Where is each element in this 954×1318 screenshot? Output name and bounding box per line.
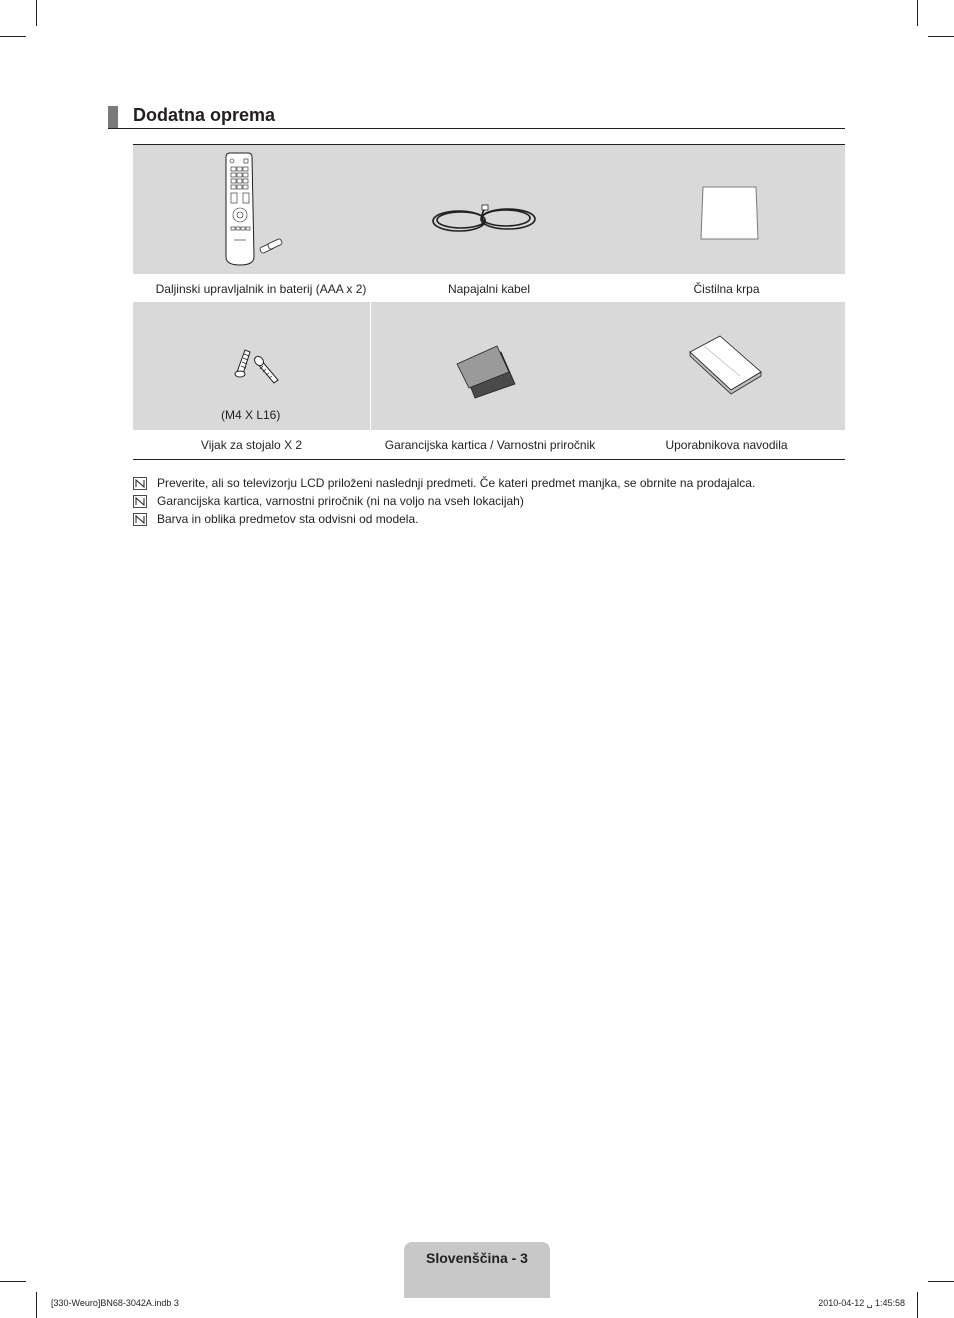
heading-bar bbox=[108, 106, 118, 128]
accessory-label: Vijak za stojalo X 2 bbox=[200, 438, 303, 452]
accessory-label: Napajalni kabel bbox=[447, 282, 531, 296]
warranty-card-icon bbox=[371, 302, 608, 430]
cleaning-cloth-icon bbox=[608, 145, 845, 274]
cloth-cell bbox=[608, 145, 845, 274]
power-cable-icon bbox=[370, 145, 608, 274]
print-slug-file: [330-Weuro]BN68-3042A.indb 3 bbox=[51, 1298, 179, 1308]
note-text: Barva in oblika predmetov sta odvisni od modela. bbox=[157, 512, 419, 526]
remote-control-icon bbox=[133, 145, 370, 274]
crop-mark bbox=[917, 0, 918, 26]
table-bottom-rule bbox=[133, 459, 845, 460]
print-slug-date: 2010-04-12 ␣ 1:45:58 bbox=[818, 1298, 905, 1308]
screw-cell bbox=[133, 302, 370, 430]
note-icon bbox=[133, 495, 147, 508]
accessory-label: Uporabnikova navodila bbox=[665, 438, 788, 452]
crop-mark bbox=[928, 1281, 954, 1282]
note-icon bbox=[133, 477, 147, 490]
user-manual-icon bbox=[608, 302, 845, 430]
screw-size-label: (M4 X L16) bbox=[221, 408, 281, 422]
screw-icon bbox=[133, 302, 370, 402]
accessory-label-row-2 bbox=[133, 430, 845, 458]
accessory-image-row-1 bbox=[133, 145, 845, 274]
crop-mark bbox=[0, 1281, 26, 1282]
heading-rule bbox=[108, 128, 845, 129]
crop-mark bbox=[917, 1292, 918, 1318]
page-number-label: Slovenščina - 3 bbox=[426, 1250, 528, 1266]
page-title: Dodatna oprema bbox=[133, 105, 276, 125]
note-icon bbox=[133, 513, 147, 526]
accessory-label: Daljinski upravljalnik in baterij (AAA x 2) bbox=[155, 282, 367, 296]
warranty-cell bbox=[371, 302, 608, 430]
note-text: Garancijska kartica, varnostni priročnik (ni na voljo na vseh lokacijah) bbox=[157, 494, 524, 508]
remote-cell bbox=[133, 145, 370, 274]
note-text: Preverite, ali so televizorju LCD priloženi naslednji predmeti. Če kateri predmet manjka, se obrnite na prodajalca. bbox=[157, 476, 756, 490]
accessory-label-row-1 bbox=[133, 274, 845, 302]
crop-mark bbox=[0, 36, 26, 37]
accessory-label: Garancijska kartica / Varnostni priročnik bbox=[384, 438, 596, 452]
crop-mark bbox=[36, 1292, 37, 1318]
cable-cell bbox=[370, 145, 608, 274]
crop-mark bbox=[36, 0, 37, 26]
accessory-image-row-2 bbox=[133, 302, 845, 430]
crop-mark bbox=[928, 36, 954, 37]
accessory-label: Čistilna krpa bbox=[693, 282, 760, 296]
manual-cell bbox=[608, 302, 845, 430]
page-number-tab bbox=[404, 1242, 550, 1298]
